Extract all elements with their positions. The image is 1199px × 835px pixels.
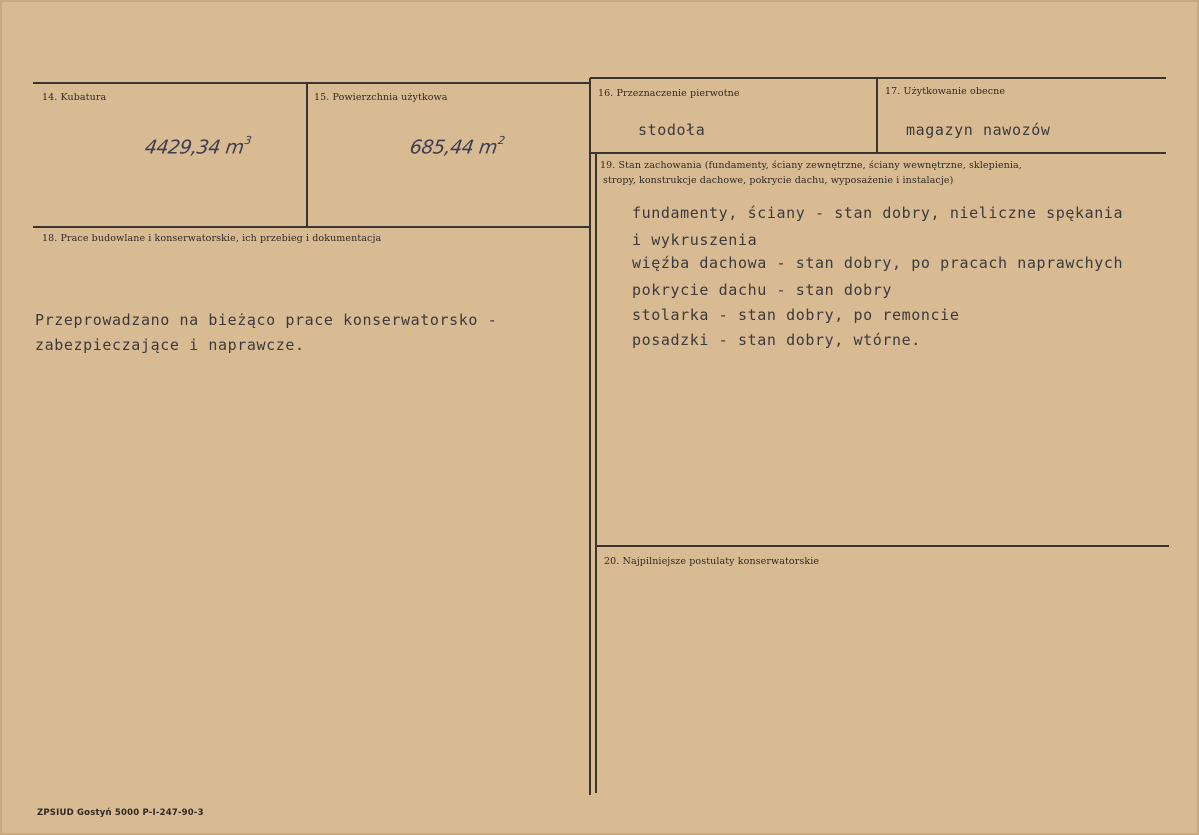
top-border-line-right bbox=[590, 77, 1166, 79]
field-19-line-5: stolarka - stan dobry, po remoncie bbox=[632, 306, 960, 324]
field-18-line-1: Przeprowadzano na bieżąco prace konserwatorsko - bbox=[35, 311, 498, 329]
field-18-line-2: zabezpieczające i naprawcze. bbox=[35, 336, 305, 354]
field-14-value bbox=[143, 136, 251, 158]
field-15-exponent: 2 bbox=[497, 134, 506, 147]
field-18-label: 18. Prace budowlane i konserwatorskie, ich przebieg i dokumentacja bbox=[42, 233, 382, 244]
row-divider-left bbox=[33, 226, 589, 228]
field-14-number: 4429,34 m bbox=[143, 136, 246, 159]
field-16-value: stodoła bbox=[638, 121, 706, 139]
field-19-line-3: więźba dachowa - stan dobry, po pracach naprawchych bbox=[632, 254, 1124, 272]
field-14-exponent: 3 bbox=[243, 134, 252, 147]
field-15-label: 15. Powierzchnia użytkowa bbox=[314, 92, 448, 103]
field-19-line-6: posadzki - stan dobry, wtórne. bbox=[632, 331, 921, 349]
field-15-number: 685,44 m bbox=[408, 136, 499, 159]
field19-left-border bbox=[595, 153, 597, 793]
top-border-line bbox=[33, 82, 590, 84]
field-19-line-1: fundamenty, ściany - stan dobry, nieliczne spękania bbox=[632, 204, 1124, 222]
field-15-value bbox=[408, 136, 505, 158]
field-14-label: 14. Kubatura bbox=[42, 92, 107, 103]
field-17-label: 17. Użytkowanie obecne bbox=[885, 86, 1006, 97]
row-divider-19-20 bbox=[597, 545, 1169, 547]
field-19-line-4: pokrycie dachu - stan dobry bbox=[632, 281, 893, 299]
field-19-line-2: i wykruszenia bbox=[632, 231, 758, 249]
field-19-label-line-1: 19. Stan zachowania (fundamenty, ściany zewnętrzne, ściany wewnętrzne, sklepienia, bbox=[600, 160, 1022, 171]
row-divider-right-top bbox=[590, 152, 1166, 154]
field-17-value: magazyn nawozów bbox=[906, 121, 1051, 139]
divider-16-17 bbox=[876, 78, 878, 154]
field-20-label: 20. Najpilniejsze postulaty konserwatorskie bbox=[604, 556, 820, 567]
field-19-label-line-2: stropy, konstrukcje dachowe, pokrycie dachu, wyposażenie i instalacje) bbox=[603, 175, 954, 186]
print-footer: ZPSIUD Gostyń 5000 P-I-247-90-3 bbox=[37, 808, 204, 818]
field-16-label: 16. Przeznaczenie pierwotne bbox=[598, 88, 740, 99]
main-vertical-divider bbox=[589, 78, 591, 795]
divider-14-15 bbox=[306, 83, 308, 228]
